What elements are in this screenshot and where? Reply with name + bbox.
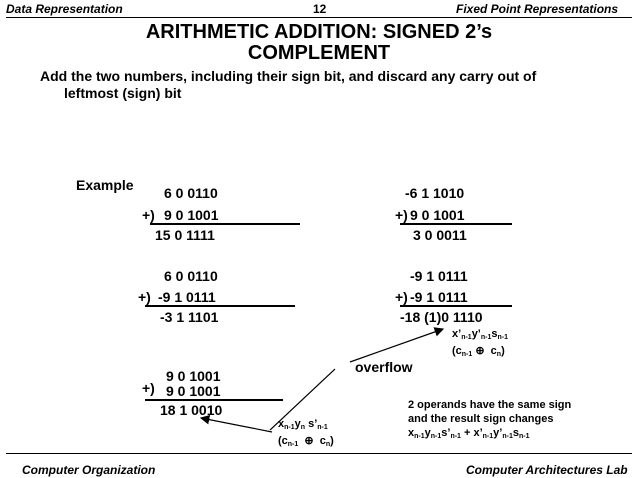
ex1-row1: 6 0 0110 (164, 185, 218, 201)
ex2-operator: +) (395, 207, 408, 223)
page-title: ARITHMETIC ADDITION: SIGNED 2’s COMPLEMENT (145, 21, 493, 64)
ex4-row2: -9 1 0111 (410, 289, 468, 305)
ex1-operator: +) (142, 207, 155, 223)
ex3-row2: -9 1 0111 (158, 289, 216, 305)
overflow-arrow-right (350, 329, 443, 362)
footer-rule (6, 453, 632, 454)
note-line-3: $x_{n-1}y_{n-1}s’_{n-1}$ + $x’_{n-1}y’_{n-1}s_{n-1}$ (408, 427, 530, 440)
ex4-formula-xor: ($c_{n-1}$ ⊕ $c_n$) (452, 345, 505, 358)
intro-line-2: leftmost (sign) bit (64, 85, 182, 101)
note-line-2: and the result sign changes (408, 413, 554, 425)
ex3-row1: 6 0 0110 (164, 268, 218, 284)
example-label: Example (76, 177, 134, 193)
ex5-operator: +) (142, 380, 155, 396)
footer-left: Computer Organization (22, 463, 156, 477)
ex5-row2: 9 0 1001 (166, 383, 221, 399)
ex2-result: 3 0 0011 (413, 227, 467, 243)
ex4-result: -18 (1)0 1110 (400, 309, 483, 325)
ex4-row1: -9 1 0111 (410, 268, 468, 284)
ex4-operator: +) (395, 289, 408, 305)
ex5-formula-xor: ($c_{n-1}$ ⊕ $c_n$) (278, 435, 334, 448)
ex5-result: 18 1 0010 (160, 402, 223, 418)
overflow-label: overflow (355, 359, 413, 375)
ex2-row1: -6 1 1010 (405, 185, 465, 201)
ex1-row2: 9 0 1001 (164, 207, 219, 223)
header-right: Fixed Point Representations (456, 2, 619, 16)
ex3-operator: +) (138, 289, 151, 305)
ex5-row1: 9 0 1001 (166, 368, 221, 384)
header-left: Data Representation (6, 2, 123, 16)
overflow-arrow-line (270, 369, 335, 430)
ex2-row2: 9 0 1001 (410, 207, 465, 223)
note-line-1: 2 operands have the same sign (408, 399, 572, 411)
intro-line-1: Add the two numbers, including their sign bit, and discard any carry out of (40, 68, 537, 84)
footer-right: Computer Architectures Lab (466, 463, 628, 477)
overflow-arrow-left (201, 418, 272, 432)
page-number: 12 (313, 2, 327, 16)
ex4-formula-sign: $x’_{n-1}y’_{n-1}s_{n-1}$ (452, 328, 508, 341)
ex5-formula-sign: $x_{n-1}y_n$ $s’_{n-1}$ (278, 418, 328, 431)
ex3-result: -3 1 1101 (160, 309, 219, 325)
ex1-result: 15 0 1111 (155, 227, 215, 243)
